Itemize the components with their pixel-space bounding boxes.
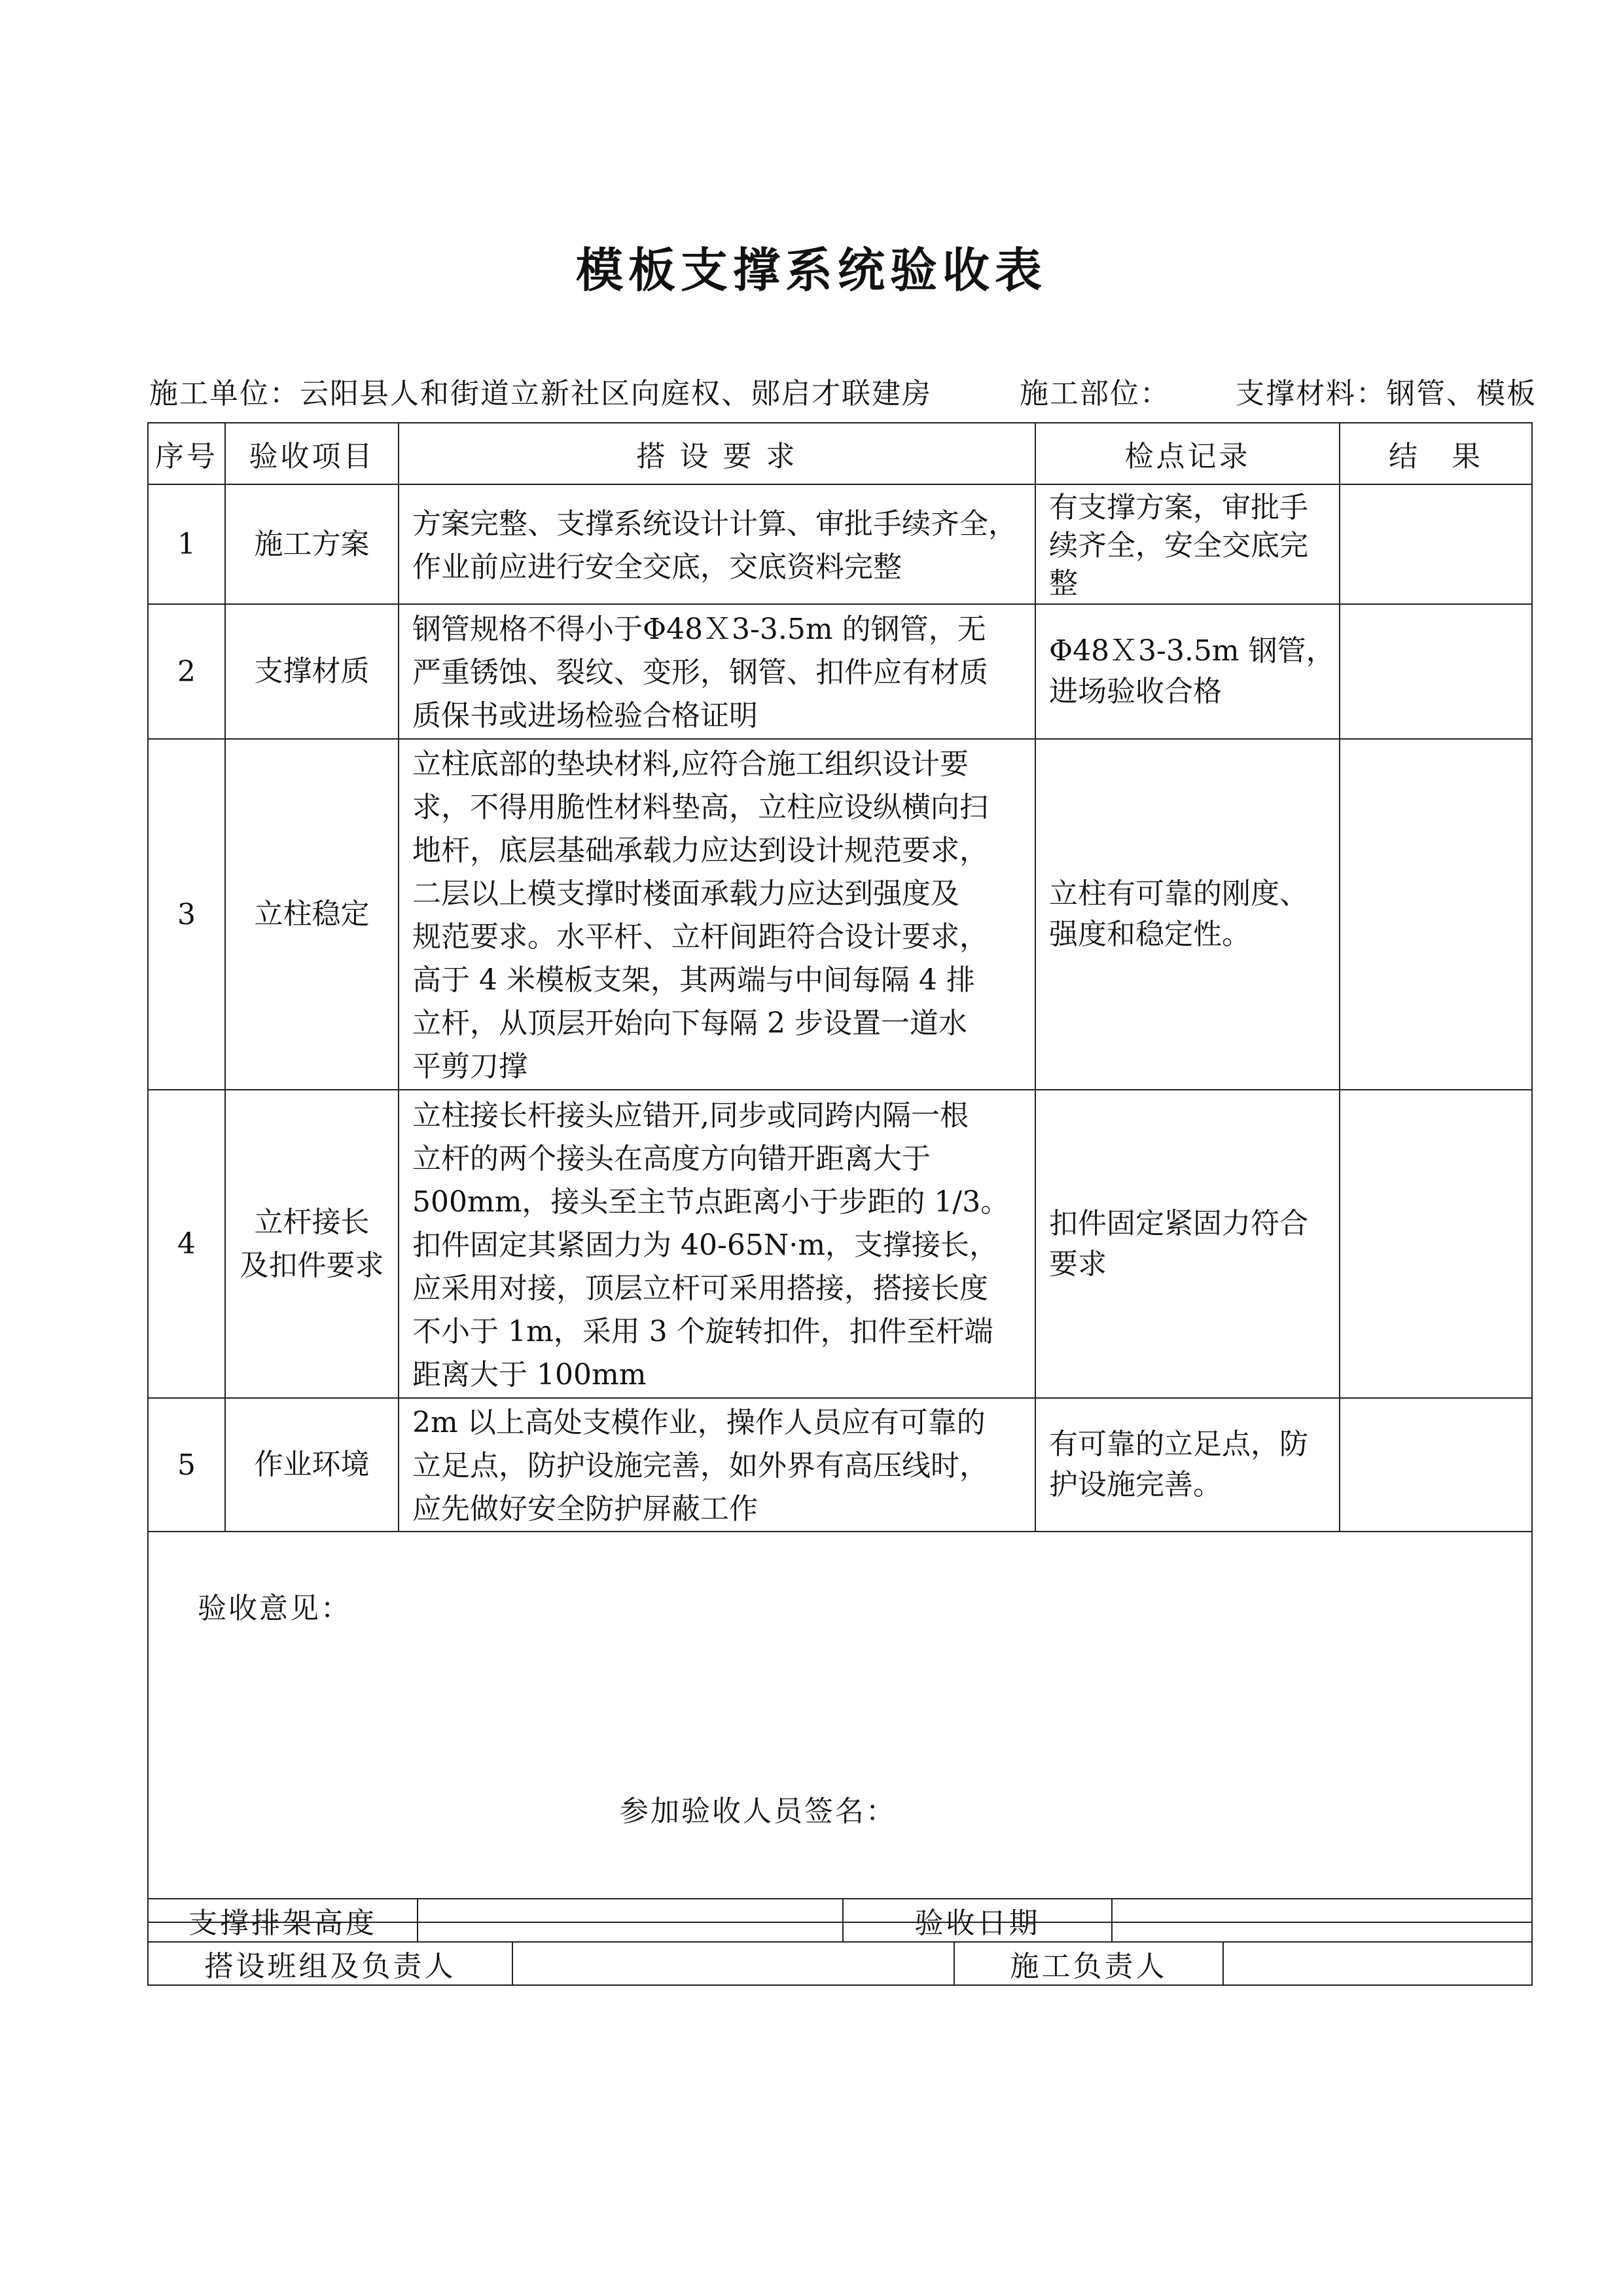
table-row [148,604,1532,739]
footer-row-1 [147,1898,1533,1943]
table-row [148,739,1532,1090]
row-no: 1 [148,484,225,604]
row-requirement: 2m 以上高处支模作业，操作人员应有可靠的 立足点，防护设施完善，如外界有高压线时， 应先做好安全防护屏蔽工作 [399,1398,1035,1532]
row-requirement: 立柱底部的垫块材料,应符合施工组织设计要 求，不得用脆性材料垫高，立柱应设纵横向扫 地杆，底层基础承载力应达到设计规范要求， 二层以上模支撑时楼面承载力应达到强度及 规范要求。水平杆、立杆间距符合设计要求， 高于 4 米模板支架，其两端与中间每隔 4 排 立杆，从顶层开始向下每隔 2 步设置一道水 平剪刀撑 [399,739,1035,1090]
page-title: 模板支撑系统验收表 [575,243,1047,298]
footer-row-2 [147,1941,1533,1986]
row-record: 扣件固定紧固力符合 要求 [1035,1090,1340,1398]
opinion-cell[interactable] [148,1532,1532,1922]
header-result: 结 果 [1340,423,1532,484]
date-label: 验收日期 [843,1899,1112,1942]
row-requirement: 方案完整、支撑系统设计计算、审批手续齐全， 作业前应进行安全交底，交底资料完整 [399,484,1035,604]
height-label: 支撑排架高度 [148,1899,418,1942]
row-result[interactable] [1340,1398,1532,1532]
row-item: 施工方案 [225,484,399,604]
table-row [148,1090,1532,1398]
row-requirement: 立柱接长杆接头应错开,同步或同跨内隔一根 立杆的两个接头在高度方向错开距离大于 500mm，接头至主节点距离小于步距的 1/3。 扣件固定其紧固力为 40-65N·m，支撑接长， 应采用对接，顶层立杆可采用搭接，搭接长度 不小于 1m，采用 3 个旋转扣件，扣件至杆端 距离大于 100mm [399,1090,1035,1398]
header-item: 验收项目 [225,423,399,484]
date-value[interactable] [1112,1899,1532,1942]
table-header [148,423,1532,484]
row-item: 立柱稳定 [225,739,399,1090]
row-requirement: 钢管规格不得小于Φ48Ｘ3-3.5m 的钢管，无 严重锈蚀、裂纹、变形，钢管、扣件应有材质 质保书或进场检验合格证明 [399,604,1035,739]
row-record: Φ48Ｘ3-3.5m 钢管， 进场验收合格 [1035,604,1340,739]
opinion-row [148,1532,1532,1922]
header-record: 检点记录 [1035,423,1340,484]
row-result[interactable] [1340,1090,1532,1398]
row-result[interactable] [1340,484,1532,604]
row-item: 立杆接长 及扣件要求 [225,1090,399,1398]
info-line [149,370,1537,412]
support-material: 支撑材料：钢管、模板 [1236,377,1537,410]
construction-unit: 施工单位：云阳县人和街道立新社区向庭权、郧启才联建房 [149,377,932,410]
height-value[interactable] [418,1899,843,1942]
manager-value[interactable] [1223,1942,1532,1985]
row-record: 有支撑方案，审批手 续齐全，安全交底完 整 [1035,484,1340,604]
opinion-label: 验收意见： [198,1592,351,1625]
row-no: 5 [148,1398,225,1532]
table-row [148,484,1532,604]
construction-part: 施工部位： [1020,377,1170,410]
header-no: 序号 [148,423,225,484]
team-label: 搭设班组及负责人 [148,1942,512,1985]
table-row [148,1398,1532,1532]
row-no: 2 [148,604,225,739]
row-item: 作业环境 [225,1398,399,1532]
row-item: 支撑材质 [225,604,399,739]
row-no: 3 [148,739,225,1090]
header-requirement: 搭 设 要 求 [399,423,1035,484]
team-value[interactable] [512,1942,954,1985]
row-result[interactable] [1340,604,1532,739]
row-no: 4 [148,1090,225,1398]
row-result[interactable] [1340,739,1532,1090]
row-record: 立柱有可靠的刚度、 强度和稳定性。 [1035,739,1340,1090]
acceptance-table [147,422,1533,1923]
signature-label: 参加验收人员签名： [620,1795,897,1828]
manager-label: 施工负责人 [954,1942,1223,1985]
row-record: 有可靠的立足点，防 护设施完善。 [1035,1398,1340,1532]
